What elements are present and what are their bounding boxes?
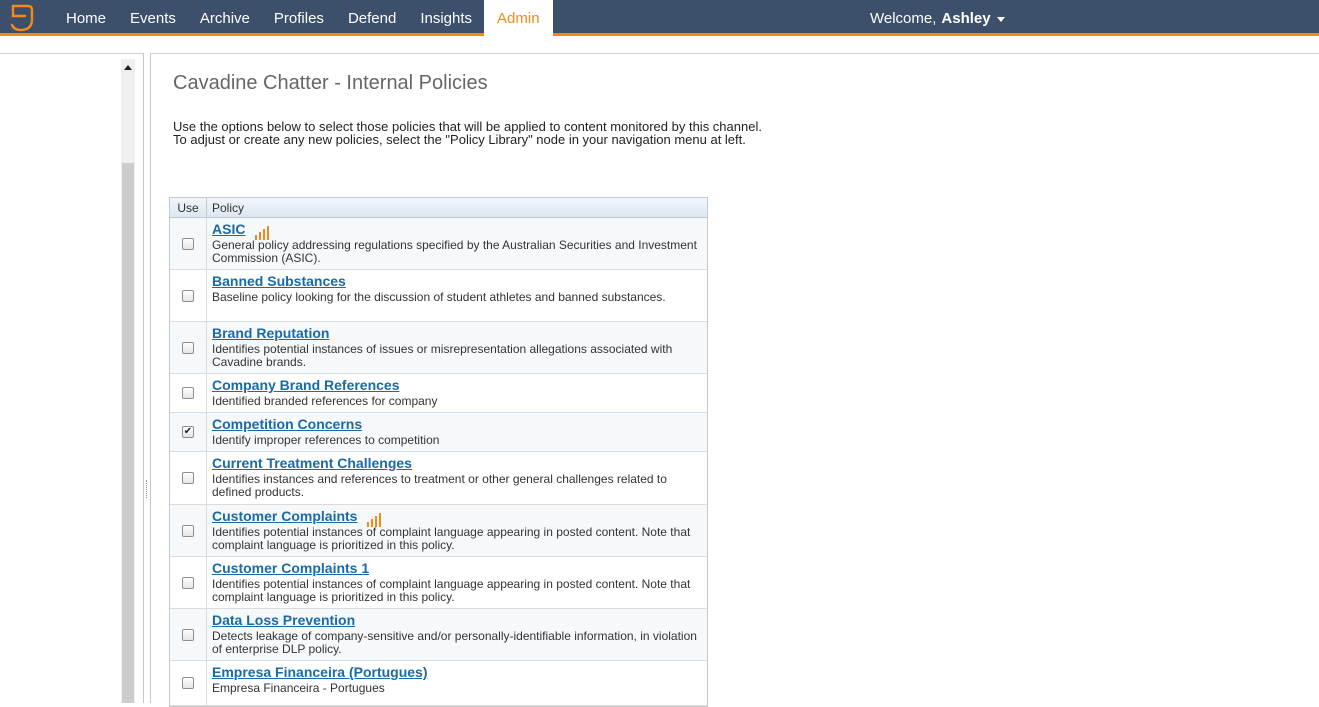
nav-archive[interactable]: Archive [199,9,250,27]
table-row [170,322,707,374]
use-cell [170,270,207,321]
nav-profiles[interactable]: Profiles [273,9,324,27]
use-cell [170,452,207,504]
page-title: Cavadine Chatter - Internal Policies [173,72,488,94]
policy-description: Empresa Financeira - Portugues [212,681,385,695]
caret-down-icon [997,17,1005,22]
use-cell [170,218,207,269]
policy-name-link[interactable]: Data Loss Prevention [212,612,356,628]
intro-text [173,120,798,146]
intro-line-2: To adjust or create any new policies, select the "Policy Library" node in your navigation menu at left. [173,132,746,147]
use-checkbox[interactable] [182,342,194,354]
scrollbar-thumb[interactable] [122,163,134,703]
main-content [173,70,1313,147]
table-row [170,609,707,661]
policy-description: Baseline policy looking for the discussion of student athletes and banned substances. [212,290,666,304]
policy-description: Identifies potential instances of complaint language appearing in posted content. Note that complaint language is prioritized in this policy. [212,577,691,604]
use-checkbox[interactable] [182,290,194,302]
column-header-use: Use [170,198,207,217]
panel-splitter[interactable] [143,53,151,703]
use-checkbox[interactable] [182,387,194,399]
policy-cell [207,505,707,556]
nav-home[interactable]: Home [66,9,107,27]
policy-description: Detects leakage of company-sensitive and/or personally-identifiable information, in violation of enterprise DLP policy. [212,629,697,656]
policy-name-link[interactable]: Brand Reputation [212,325,330,341]
policy-name-link[interactable]: Empresa Financeira (Portugues) [212,664,428,680]
use-cell [170,609,207,660]
policy-description: General policy addressing regulations specified by the Australian Securities and Investment Commission (ASIC). [212,238,697,265]
intro-line-1: Use the options below to select those policies that will be applied to content monitored by this channel. [173,119,762,134]
policy-name-link[interactable]: Company Brand References [212,377,400,393]
signal-bars-icon [367,509,383,522]
policy-cell [207,413,707,451]
table-row [170,374,707,413]
policy-description: Identifies potential instances of issues or misrepresentation allegations associated with Cavadine brands. [212,342,673,369]
policy-description: Identified branded references for company [212,394,438,408]
nav-events[interactable]: Events [130,9,176,27]
policy-cell [207,270,707,321]
header-divider [0,53,1319,54]
splitter-grip-icon[interactable] [146,480,148,498]
policy-name-link[interactable]: ASIC [212,221,246,237]
main-nav [54,0,553,36]
table-row [170,452,707,505]
table-row [170,413,707,452]
use-checkbox[interactable] [182,525,194,537]
table-row [170,557,707,609]
policy-name-link[interactable]: Customer Complaints [212,508,358,524]
top-navigation-bar [0,0,1319,36]
user-name: Ashley [941,9,991,27]
policy-cell [207,452,707,504]
policy-description: Identifies instances and references to treatment or other general challenges related to defined products. [212,472,667,499]
policy-cell [207,557,707,608]
use-checkbox[interactable] [182,472,194,484]
welcome-text: Welcome, [870,9,937,27]
nav-insights[interactable]: Insights [420,9,473,27]
column-header-policy: Policy [212,200,245,215]
use-cell [170,505,207,556]
use-checkbox[interactable] [182,577,194,589]
use-checkbox[interactable] [182,677,194,689]
table-header [170,198,707,218]
nav-defend[interactable]: Defend [347,9,397,27]
policy-cell [207,374,707,412]
table-row [170,218,707,270]
nav-admin[interactable]: Admin [484,0,553,37]
policy-cell [207,609,707,660]
app-logo-icon[interactable] [8,3,36,33]
scroll-up-arrow-icon[interactable] [121,65,135,75]
policy-name-link[interactable]: Competition Concerns [212,416,363,432]
table-row [170,270,707,322]
policy-name-link[interactable]: Banned Substances [212,273,346,289]
policy-description: Identify improper references to competition [212,433,440,447]
table-body [170,218,707,706]
policy-description: Identifies potential instances of complaint language appearing in posted content. Note that complaint language is prioritized in this policy. [212,525,691,552]
use-cell [170,374,207,412]
user-menu[interactable] [870,0,1005,36]
use-checkbox[interactable] [182,238,194,250]
policy-name-link[interactable]: Current Treatment Challenges [212,455,412,471]
use-checkbox[interactable]: ✔ [183,426,193,437]
table-row [170,661,707,706]
policy-name-link[interactable]: Customer Complaints 1 [212,560,370,576]
use-cell [170,322,207,373]
use-cell [170,557,207,608]
policy-cell [207,661,707,705]
signal-bars-icon [255,222,271,235]
use-cell [170,413,207,451]
use-checkbox[interactable] [182,629,194,641]
nav-panel-scrollbar[interactable] [121,59,135,703]
policy-cell [207,218,707,269]
use-cell [170,661,207,705]
table-row [170,505,707,557]
policy-table [169,197,708,707]
policy-cell [207,322,707,373]
